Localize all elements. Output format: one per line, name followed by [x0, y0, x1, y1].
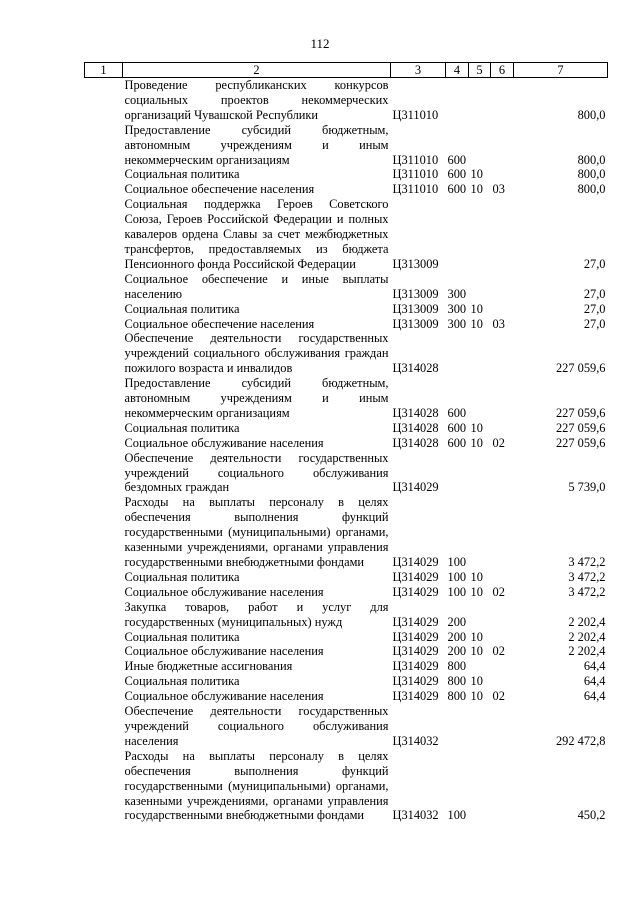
table-row: [85, 436, 608, 451]
row-subsection: 03: [492, 316, 505, 331]
header-col-4: 4: [446, 63, 469, 78]
row-code: Ц311010: [392, 167, 439, 182]
row-section: 10: [470, 182, 483, 197]
row-subsection: 02: [492, 584, 505, 599]
row-amount: 5 739,0: [568, 480, 606, 495]
row-name: Социальное обслуживание населения: [124, 435, 324, 450]
row-amount: 2 202,4: [568, 614, 606, 629]
row-section: 10: [470, 420, 483, 435]
row-expense-type: 600: [447, 420, 467, 435]
row-number-cell: [85, 78, 123, 123]
row-section: [469, 600, 491, 630]
row-code: Ц314029: [392, 644, 439, 659]
row-name: Расходы на выплаты персоналу в целях обеспечения выполнения функций государственными (муниципальными) органами, казенными учреждениями, органами управления государственными внебюджетными фондами: [124, 495, 389, 569]
row-subsection: [491, 600, 514, 630]
row-name: Социальное обслуживание населения: [124, 584, 324, 599]
row-code: Ц311010: [392, 152, 439, 167]
row-expense-type: 600: [447, 167, 467, 182]
table-row: [85, 421, 608, 436]
table-row: [85, 495, 608, 570]
row-code: Ц311010: [392, 107, 439, 122]
row-number-cell: [85, 674, 123, 689]
row-subsection: [491, 421, 514, 436]
row-section: 10: [470, 167, 483, 182]
header-col-2: 2: [123, 63, 391, 78]
row-number-cell: [85, 749, 123, 824]
row-expense-type: 600: [447, 435, 467, 450]
row-expense-type: 600: [447, 152, 467, 167]
row-section: 10: [470, 629, 483, 644]
row-name: Предоставление субсидий бюджетным, автономным учреждениям и иным некоммерческим организациям: [124, 376, 389, 420]
row-number-cell: [85, 436, 123, 451]
row-subsection: [491, 302, 514, 317]
row-amount: 227 059,6: [555, 361, 606, 376]
row-expense-type: 200: [447, 629, 467, 644]
row-expense-type: 800: [447, 674, 467, 689]
row-section: [469, 197, 491, 272]
row-expense-type: [446, 451, 469, 496]
row-name: Обеспечение деятельности государственных учреждений социального обслуживания граждан пожилого возраста и инвалидов: [124, 331, 389, 376]
row-code: Ц314029: [392, 629, 439, 644]
row-amount: 227 059,6: [555, 405, 606, 420]
row-section: [469, 704, 491, 749]
row-amount: 2 202,4: [568, 644, 606, 659]
row-code: Ц311010: [392, 182, 439, 197]
header-col-5: 5: [469, 63, 491, 78]
row-section: 10: [470, 674, 483, 689]
header-col-6: 6: [491, 63, 514, 78]
row-code: Ц313009: [392, 286, 439, 301]
row-name: Проведение республиканских конкурсов социальных проектов некоммерческих организаций Чувашской Республики: [124, 78, 389, 122]
row-number-cell: [85, 272, 123, 302]
row-expense-type: [446, 197, 469, 272]
row-amount: 800,0: [577, 167, 606, 182]
row-expense-type: 600: [447, 405, 467, 420]
row-name: Социальная политика: [124, 569, 240, 584]
row-expense-type: 100: [447, 555, 467, 569]
header-col-3: 3: [391, 63, 446, 78]
row-amount: 292 472,8: [555, 733, 606, 748]
row-name: Социальная политика: [124, 301, 240, 316]
row-subsection: [491, 495, 514, 570]
row-subsection: [491, 167, 514, 182]
row-subsection: 02: [492, 689, 505, 704]
row-section: [469, 451, 491, 496]
row-number-cell: [85, 197, 123, 272]
row-subsection: [491, 331, 514, 376]
row-name: Социальная поддержка Героев Советского Союза, Героев Российской Федерации и полных кавалеров ордена Славы за счет межбюджетных трансфертов, предоставляемых из бюджета Пенсионного фонда Российской Федерации: [124, 197, 389, 271]
row-number-cell: [85, 167, 123, 182]
row-expense-type: 100: [447, 569, 467, 584]
row-section: 10: [470, 301, 483, 316]
row-name: Обеспечение деятельности государственных учреждений социального обслуживания бездомных граждан: [124, 450, 389, 495]
table-row: [85, 331, 608, 376]
row-amount: 64,4: [583, 674, 606, 689]
row-number-cell: [85, 331, 123, 376]
row-code: Ц313009: [392, 301, 439, 316]
row-code: Ц313009: [392, 316, 439, 331]
row-subsection: [491, 704, 514, 749]
row-code: Ц314032: [392, 808, 439, 823]
row-section: [469, 495, 491, 570]
table-row: [85, 78, 608, 123]
row-name: Социальное обслуживание населения: [124, 689, 324, 704]
row-amount: 3 472,2: [568, 555, 606, 569]
row-number-cell: [85, 302, 123, 317]
row-number-cell: [85, 421, 123, 436]
table-row: [85, 197, 608, 272]
row-number-cell: [85, 123, 123, 168]
row-amount: 64,4: [583, 659, 606, 674]
row-number-cell: [85, 704, 123, 749]
row-amount: 2 202,4: [568, 629, 606, 644]
row-name: Социальная политика: [124, 420, 240, 435]
row-name: Обеспечение деятельности государственных учреждений социального обслуживания населения: [124, 704, 389, 748]
table-row: [85, 451, 608, 496]
row-expense-type: 800: [447, 689, 467, 704]
row-number-cell: [85, 600, 123, 630]
table-row: [85, 272, 608, 302]
table-row: [85, 704, 608, 749]
table-row: [85, 302, 608, 317]
table-body: [85, 78, 608, 824]
row-amount: 27,0: [583, 316, 606, 331]
row-subsection: [491, 674, 514, 689]
row-code: Ц313009: [392, 256, 439, 271]
row-number-cell: [85, 317, 123, 332]
row-subsection: 02: [492, 435, 505, 450]
row-code: Ц314028: [392, 361, 439, 376]
row-code: Ц314032: [392, 733, 439, 748]
row-number-cell: [85, 570, 123, 585]
row-number-cell: [85, 644, 123, 659]
row-number-cell: [85, 451, 123, 496]
row-code: Ц314029: [392, 614, 439, 629]
row-section: [469, 272, 491, 302]
row-amount: 800,0: [577, 182, 606, 197]
row-name: Социальное обеспечение и иные выплаты населению: [124, 271, 389, 301]
row-name: Иные бюджетные ассигнования: [124, 659, 293, 674]
row-subsection: [491, 78, 514, 123]
row-subsection: [491, 272, 514, 302]
table-row: [85, 585, 608, 600]
row-code: Ц314029: [392, 584, 439, 599]
row-section: 10: [470, 435, 483, 450]
row-amount: 450,2: [577, 808, 606, 823]
row-code: Ц314028: [392, 435, 439, 450]
row-number-cell: [85, 376, 123, 421]
row-section: [469, 331, 491, 376]
row-subsection: [491, 659, 514, 674]
row-amount: 3 472,2: [568, 584, 606, 599]
row-expense-type: [446, 331, 469, 376]
table-row: [85, 317, 608, 332]
row-expense-type: 100: [447, 584, 467, 599]
row-amount: 3 472,2: [568, 569, 606, 584]
row-subsection: [491, 749, 514, 824]
row-expense-type: [446, 704, 469, 749]
row-name: Социальная политика: [124, 674, 240, 689]
row-expense-type: [446, 78, 469, 123]
table-row: [85, 749, 608, 824]
row-subsection: 02: [492, 644, 505, 659]
row-number-cell: [85, 659, 123, 674]
row-subsection: [491, 197, 514, 272]
budget-table: [84, 62, 608, 823]
row-section: [469, 659, 491, 674]
row-subsection: 03: [492, 182, 505, 197]
row-section: [469, 123, 491, 168]
row-amount: 800,0: [577, 107, 606, 122]
table-row: [85, 182, 608, 197]
row-name: Социальное обеспечение населения: [124, 182, 315, 197]
page-number: 112: [310, 36, 330, 51]
row-section: [469, 78, 491, 123]
row-subsection: [491, 570, 514, 585]
header-col-7: 7: [514, 63, 608, 78]
row-name: Расходы на выплаты персоналу в целях обеспечения выполнения функций государственными (муниципальными) органами, казенными учреждениями, органами управления государственными внебюджетными фондами: [124, 748, 389, 823]
table-row: [85, 674, 608, 689]
table-row: [85, 376, 608, 421]
row-name: Социальное обеспечение населения: [124, 316, 315, 331]
row-expense-type: 800: [447, 659, 467, 674]
row-name: Закупка товаров, работ и услуг для государственных (муниципальных) нужд: [124, 599, 389, 629]
row-code: Ц314029: [392, 480, 439, 495]
row-name: Социальная политика: [124, 629, 240, 644]
row-amount: 64,4: [583, 689, 606, 704]
header-col-1: 1: [85, 63, 123, 78]
row-subsection: [491, 123, 514, 168]
row-section: [469, 749, 491, 824]
row-expense-type: 600: [447, 182, 467, 197]
row-section: [469, 376, 491, 421]
row-section: 10: [470, 584, 483, 599]
table-row: [85, 689, 608, 704]
table-row: [85, 570, 608, 585]
row-expense-type: 200: [447, 644, 467, 659]
row-amount: 27,0: [583, 256, 606, 271]
row-section: 10: [470, 689, 483, 704]
row-number-cell: [85, 585, 123, 600]
row-expense-type: 200: [447, 614, 467, 629]
row-expense-type: 300: [447, 286, 467, 301]
table-header-row: [85, 63, 608, 78]
row-code: Ц314028: [392, 405, 439, 420]
row-number-cell: [85, 689, 123, 704]
row-number-cell: [85, 182, 123, 197]
table-row: [85, 167, 608, 182]
row-code: Ц314029: [392, 689, 439, 704]
row-number-cell: [85, 630, 123, 645]
row-expense-type: 300: [447, 301, 467, 316]
row-subsection: [491, 376, 514, 421]
row-name: Социальное обслуживание населения: [124, 644, 324, 659]
row-code: Ц314029: [392, 569, 439, 584]
row-number-cell: [85, 495, 123, 570]
table-row: [85, 123, 608, 168]
row-amount: 227 059,6: [555, 435, 606, 450]
row-section: 10: [470, 644, 483, 659]
row-expense-type: 300: [447, 316, 467, 331]
table-row: [85, 644, 608, 659]
row-amount: 27,0: [583, 301, 606, 316]
row-section: 10: [470, 316, 483, 331]
row-code: Ц314029: [392, 674, 439, 689]
row-name: Социальная политика: [124, 167, 240, 182]
row-amount: 800,0: [577, 152, 606, 167]
table-row: [85, 600, 608, 630]
table-row: [85, 630, 608, 645]
row-subsection: [491, 630, 514, 645]
row-code: Ц314029: [392, 659, 439, 674]
row-section: 10: [470, 569, 483, 584]
row-subsection: [491, 451, 514, 496]
row-amount: 27,0: [583, 286, 606, 301]
row-code: Ц314029: [392, 555, 439, 569]
row-name: Предоставление субсидий бюджетным, автономным учреждениям и иным некоммерческим организациям: [124, 122, 389, 167]
row-expense-type: 100: [447, 808, 467, 823]
row-code: Ц314028: [392, 420, 439, 435]
table-row: [85, 659, 608, 674]
row-amount: 227 059,6: [555, 420, 606, 435]
